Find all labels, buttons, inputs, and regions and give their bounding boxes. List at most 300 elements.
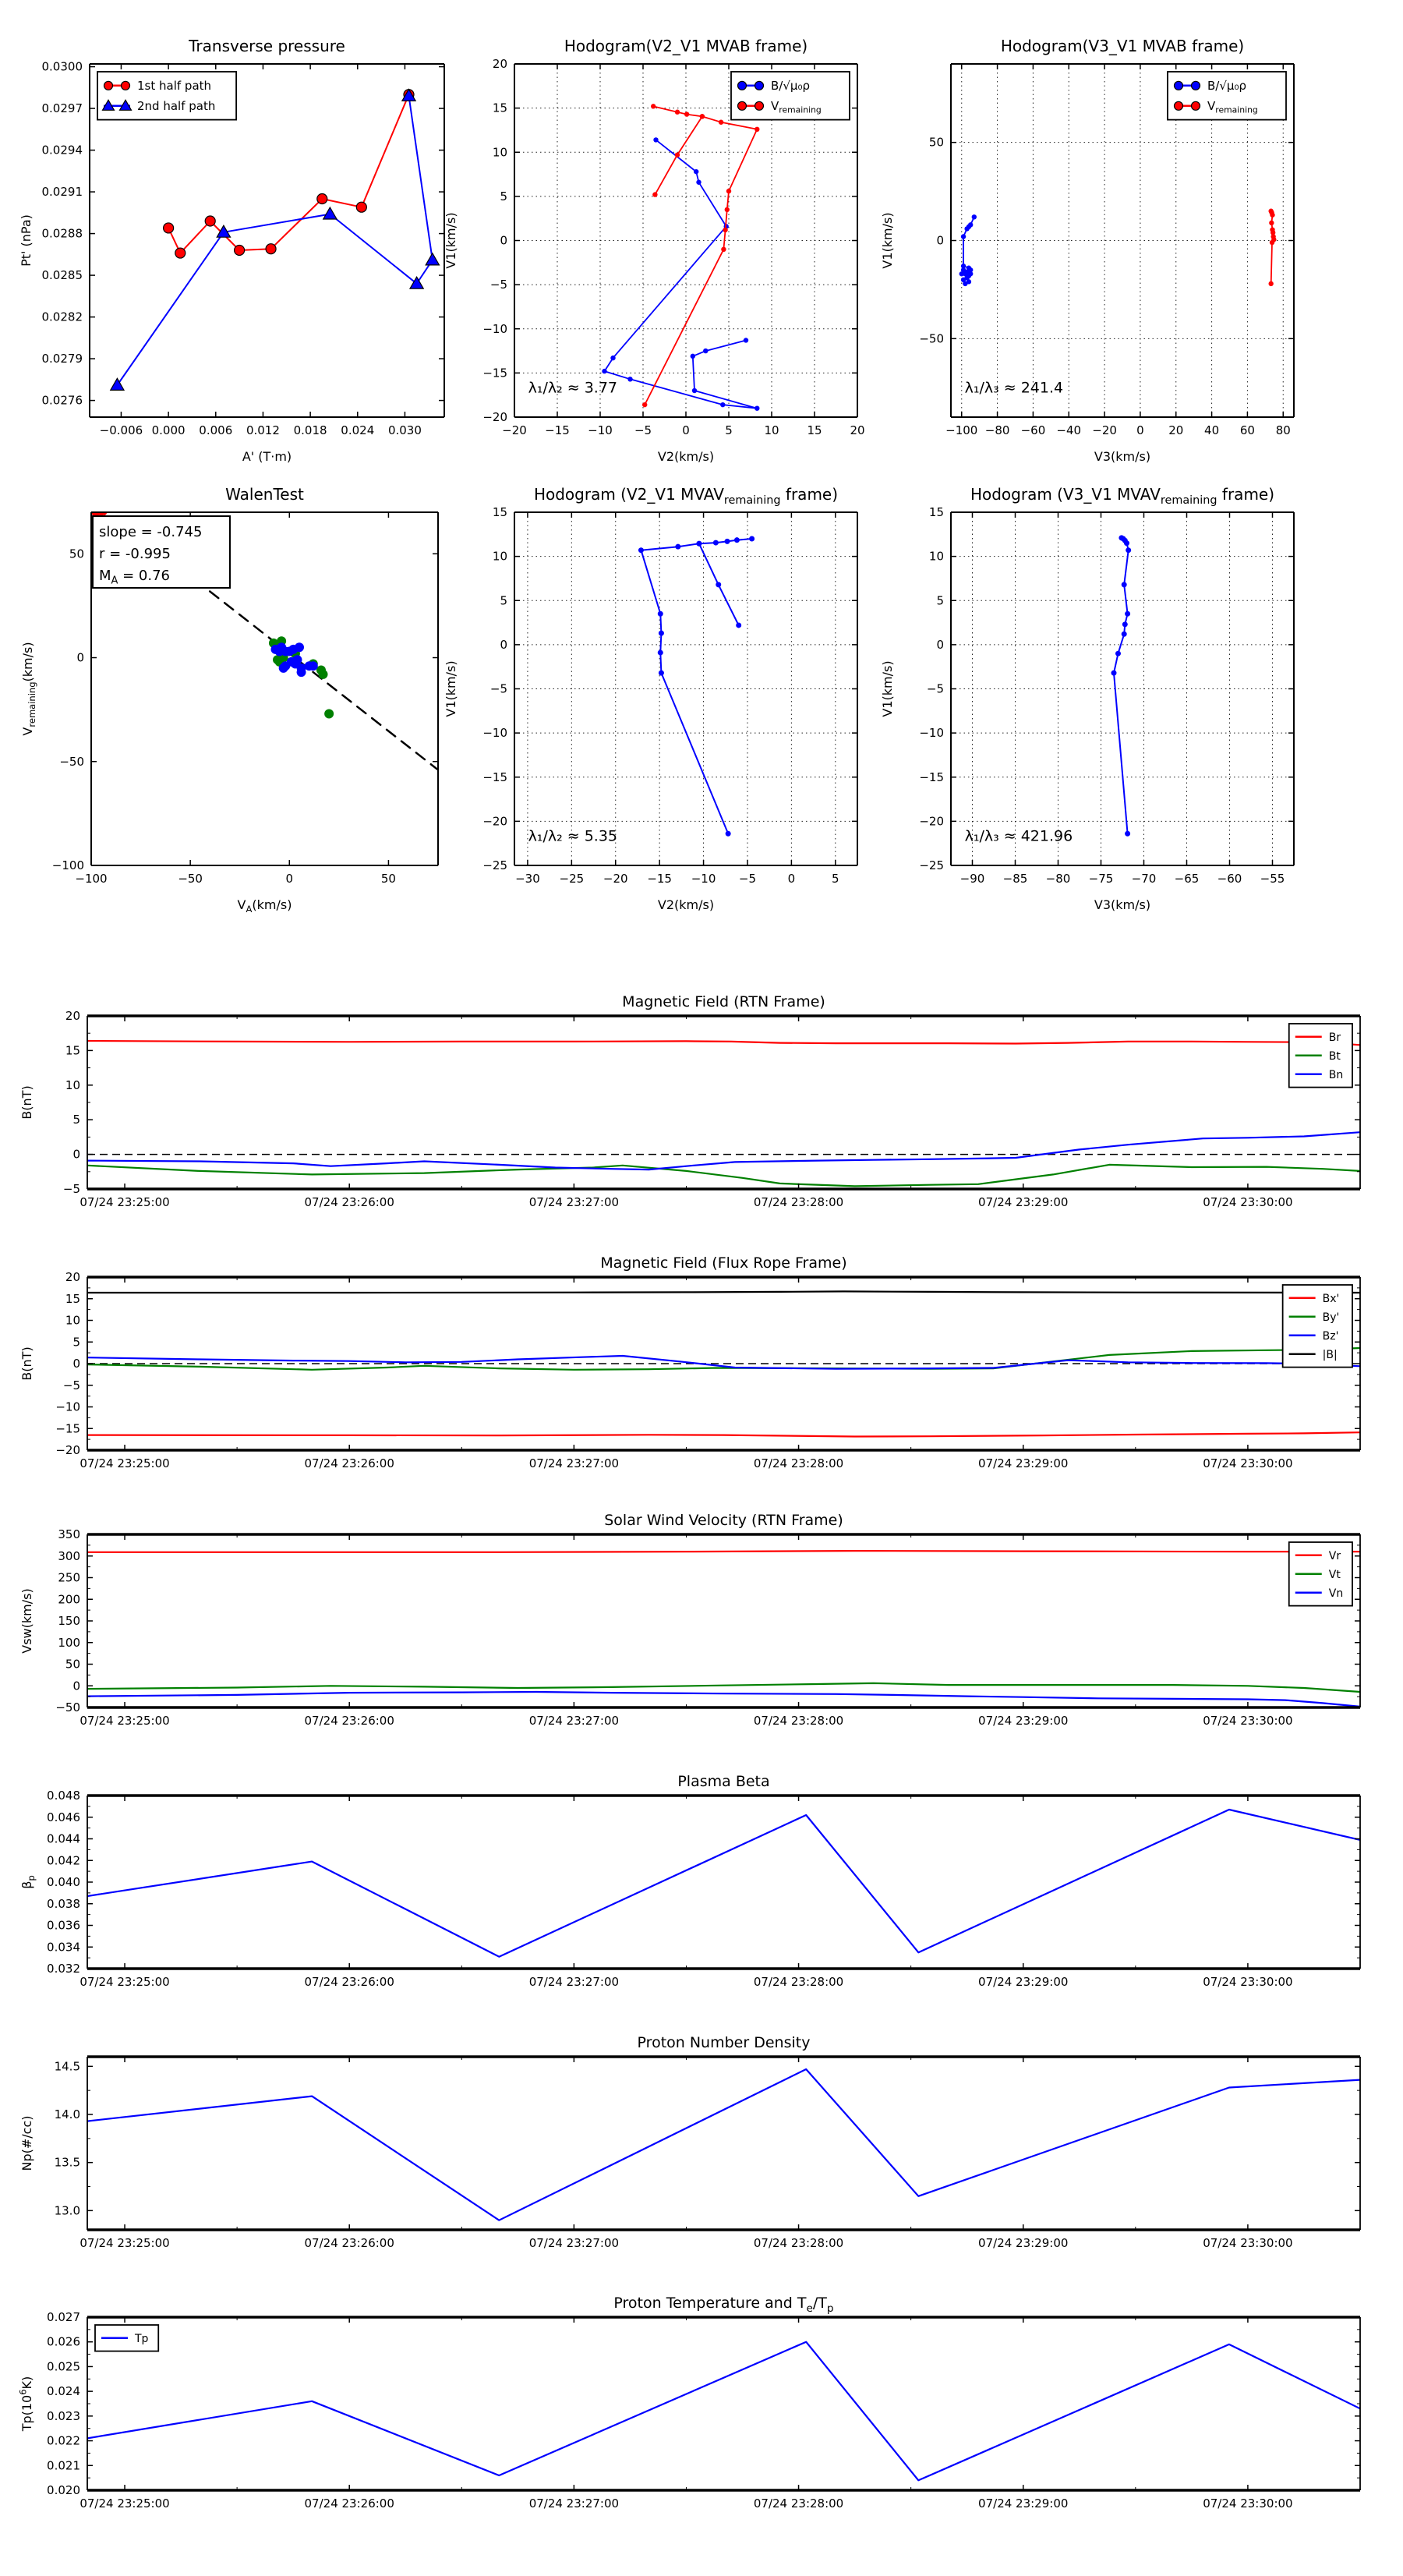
data-point-marker	[658, 611, 663, 617]
y-tick-label: 200	[58, 1592, 80, 1607]
axes-spines	[87, 2317, 1360, 2490]
x-axis-label: A' (T·m)	[242, 449, 292, 464]
y-axis-label: V1(km/s)	[880, 660, 895, 717]
y-tick-label: 15	[492, 101, 507, 115]
y-tick-label: 10	[928, 549, 944, 564]
data-point-marker	[319, 670, 328, 679]
x-tick-label: 07/24 23:26:00	[304, 1195, 394, 1209]
y-tick-label: 0.042	[47, 1853, 80, 1868]
data-point-marker	[309, 661, 318, 671]
data-point-marker	[720, 402, 725, 407]
y-tick-label: −10	[919, 726, 944, 741]
data-point-marker	[1269, 221, 1274, 225]
legend-label: 1st half path	[137, 78, 212, 93]
x-tick-label: 07/24 23:27:00	[528, 1195, 620, 1209]
legend	[731, 72, 850, 120]
x-tick-label: −60	[1217, 872, 1242, 886]
y-axis-label: B(nT)	[19, 1085, 34, 1120]
data-point-marker	[279, 663, 288, 673]
y-tick-label: −10	[482, 726, 507, 741]
y-tick-label: 0.034	[47, 1940, 80, 1955]
x-tick-label: 0	[1136, 423, 1144, 437]
x-tick-label: 07/24 23:27:00	[528, 1456, 620, 1470]
y-axis-label: Vsw(km/s)	[19, 1588, 34, 1654]
x-tick-label: 07/24 23:26:00	[304, 2496, 394, 2511]
data-point-marker	[627, 377, 632, 381]
y-tick-label: −5	[62, 1378, 80, 1392]
legend-label: Vr	[1328, 1549, 1341, 1562]
legend-label: $V_{remaining}$	[1207, 98, 1258, 115]
panel-p6	[880, 485, 1294, 912]
chart-title: Hodogram (V2_V1 $MVAV_{remaining}$ frame)	[533, 485, 839, 507]
data-point-marker	[1122, 632, 1127, 637]
y-tick-label: 0.036	[47, 1918, 80, 1933]
x-tick-label: −55	[1260, 872, 1285, 886]
series-Vn	[87, 1692, 1360, 1707]
y-tick-label: 50	[69, 547, 84, 561]
panel-p5	[444, 485, 857, 912]
data-point-marker	[719, 120, 723, 125]
y-tick-label: 0.0294	[41, 143, 83, 157]
data-point-marker	[266, 244, 276, 254]
data-point-marker	[1175, 81, 1183, 90]
y-tick-label: −20	[55, 1443, 80, 1457]
axes-spines	[87, 1534, 1360, 1707]
data-point-marker	[736, 622, 741, 628]
legend-label: Tp	[135, 2332, 149, 2345]
series-plasma-beta	[87, 1810, 1360, 1957]
x-tick-label: −20	[1092, 423, 1117, 437]
legend-label: Bn	[1328, 1068, 1344, 1081]
data-point-marker	[295, 642, 304, 652]
axes-spines	[87, 2057, 1360, 2230]
y-tick-label: −100	[51, 858, 84, 872]
data-point-marker	[967, 279, 971, 284]
x-tick-label: 07/24 23:30:00	[1203, 1195, 1293, 1209]
data-point-marker	[602, 369, 606, 373]
annotation: λ₁/λ₂ ≈ 3.77	[528, 379, 618, 397]
x-tick-label: −90	[959, 872, 985, 886]
y-tick-label: 0.0276	[41, 393, 83, 408]
data-point-marker	[1122, 582, 1127, 587]
data-point-marker	[642, 402, 647, 407]
y-tick-label: 0.0300	[41, 59, 83, 74]
y-tick-label: 13.0	[54, 2203, 80, 2218]
data-point-marker	[1175, 101, 1183, 110]
data-point-marker	[755, 101, 764, 110]
y-tick-label: 20	[492, 57, 507, 71]
y-tick-label: 0.0291	[41, 185, 83, 200]
y-tick-label: 0.025	[47, 2359, 80, 2374]
series-B-magnitude	[87, 1291, 1360, 1293]
data-point-marker	[1122, 621, 1128, 627]
x-tick-label: 07/24 23:29:00	[978, 2236, 1069, 2250]
y-tick-label: 150	[58, 1614, 80, 1628]
x-axis-label: V3(km/s)	[1094, 449, 1151, 464]
y-tick-label: −50	[55, 1700, 80, 1714]
legend-label: Bt	[1328, 1049, 1341, 1063]
series-Bt	[87, 1165, 1360, 1187]
data-point-marker	[703, 349, 708, 353]
y-tick-label: 100	[58, 1635, 80, 1650]
series-B-hodogram	[602, 137, 759, 411]
y-tick-label: 0.023	[47, 2408, 80, 2423]
x-tick-label: 07/24 23:26:00	[304, 1456, 394, 1470]
data-point-marker	[755, 81, 764, 90]
axes-spines	[87, 1796, 1360, 1969]
data-point-marker	[1270, 213, 1274, 218]
data-point-marker	[675, 152, 680, 157]
y-tick-label: 5	[500, 189, 507, 203]
data-point-marker	[691, 354, 695, 359]
x-tick-label: 07/24 23:26:00	[304, 1975, 394, 1989]
y-axis-label: Pt' (nPa)	[19, 214, 34, 267]
series-V-remaining-branch	[652, 114, 705, 197]
x-tick-label: 07/24 23:30:00	[1203, 2496, 1293, 2511]
panel-ts5	[19, 2034, 1360, 2250]
data-point-marker	[726, 189, 731, 193]
y-tick-label: 0	[76, 650, 84, 665]
x-tick-label: 10	[764, 423, 779, 437]
y-tick-label: 0.048	[47, 1789, 80, 1803]
data-point-marker	[716, 582, 721, 587]
axis-ticks	[87, 2317, 1360, 2490]
data-point-marker	[1192, 101, 1200, 110]
series-line	[87, 1165, 1360, 1187]
legend-label: Vt	[1328, 1568, 1341, 1581]
y-axis-label: $Tp(10^6K)$	[17, 2376, 34, 2432]
x-tick-label: −65	[1174, 872, 1200, 886]
legend	[1283, 1285, 1352, 1368]
x-tick-label: −5	[634, 423, 652, 437]
data-point-marker	[652, 192, 657, 196]
x-tick-label: 0.018	[293, 423, 327, 437]
data-point-marker	[111, 378, 124, 390]
x-tick-label: −60	[1020, 423, 1046, 437]
data-point-marker	[410, 277, 423, 288]
x-tick-label: 20	[1168, 423, 1184, 437]
y-tick-label: 0	[500, 233, 507, 248]
series-proton-temperature	[87, 2342, 1360, 2481]
data-point-marker	[356, 202, 366, 212]
series-line	[87, 1132, 1360, 1169]
legend-label: B/√μ₀ρ	[771, 78, 810, 93]
y-tick-label: −15	[919, 770, 944, 784]
y-tick-label: 10	[492, 549, 507, 564]
data-point-marker	[659, 631, 664, 636]
data-point-marker	[1125, 611, 1130, 617]
x-tick-label: 0.030	[387, 423, 422, 437]
y-tick-label: −20	[482, 410, 507, 424]
y-tick-label: −5	[489, 681, 507, 696]
y-tick-label: 10	[492, 145, 507, 160]
legend-label: |B|	[1322, 1348, 1338, 1361]
y-tick-label: 15	[928, 505, 944, 519]
data-point-marker	[1115, 651, 1121, 656]
axis-ticks	[87, 1796, 1360, 1969]
series-line	[87, 1683, 1360, 1692]
data-point-marker	[684, 111, 689, 116]
legend	[1289, 1542, 1352, 1606]
data-point-marker	[696, 541, 702, 547]
x-tick-label: 07/24 23:25:00	[80, 1456, 170, 1470]
series-V-hodogram	[638, 536, 755, 836]
x-tick-label: −5	[738, 872, 757, 886]
y-tick-label: 14.5	[54, 2059, 80, 2074]
y-tick-label: 14.0	[54, 2107, 80, 2121]
y-tick-label: −50	[919, 331, 944, 346]
legend	[1168, 72, 1286, 120]
y-tick-label: 300	[58, 1548, 80, 1563]
data-point-marker	[675, 110, 680, 115]
series-Vr	[87, 1551, 1360, 1552]
x-tick-label: −10	[588, 423, 613, 437]
x-tick-label: −75	[1088, 872, 1114, 886]
x-tick-label: 07/24 23:25:00	[80, 1714, 170, 1728]
series-line	[87, 1291, 1360, 1293]
y-axis-label: V1(km/s)	[444, 660, 458, 717]
x-tick-label: 07/24 23:29:00	[978, 1456, 1069, 1470]
y-tick-label: 0.026	[47, 2334, 80, 2349]
y-tick-label: −20	[482, 814, 507, 829]
x-tick-label: 07/24 23:25:00	[80, 2496, 170, 2511]
x-tick-label: 50	[380, 872, 396, 886]
grid	[514, 512, 857, 865]
chart-title: Hodogram(V2_V1 MVAB frame)	[564, 37, 808, 55]
legend-label: 2nd half path	[137, 98, 216, 113]
series-2nd-half-path	[111, 89, 440, 390]
y-tick-label: 0.0285	[41, 268, 83, 283]
legend-label: Bx'	[1322, 1292, 1340, 1305]
x-tick-label: 07/24 23:29:00	[978, 1195, 1069, 1209]
stats-line: $M_A = 0.76$	[99, 568, 171, 587]
data-point-marker	[700, 114, 705, 119]
annotation: λ₁/λ₂ ≈ 5.35	[528, 827, 618, 845]
data-point-marker	[292, 655, 302, 664]
y-axis-label: V1(km/s)	[444, 212, 458, 269]
x-tick-label: −10	[691, 872, 716, 886]
x-tick-label: 07/24 23:28:00	[753, 1975, 844, 1989]
y-tick-label: 15	[65, 1291, 80, 1306]
chart-title: WalenTest	[225, 485, 304, 504]
panel-ts6	[17, 2295, 1360, 2511]
legend	[95, 2325, 158, 2351]
legend-label: By'	[1322, 1311, 1340, 1324]
y-tick-label: −5	[489, 278, 507, 292]
data-point-marker	[968, 271, 973, 276]
x-tick-label: −25	[559, 872, 585, 886]
data-point-marker	[734, 537, 740, 543]
series-V-hodogram-branch	[696, 541, 741, 628]
data-point-marker	[744, 338, 748, 342]
x-tick-label: −100	[945, 423, 978, 437]
x-tick-label: 0.024	[341, 423, 375, 437]
chart-title: Solar Wind Velocity (RTN Frame)	[604, 1512, 843, 1529]
data-point-marker	[317, 193, 327, 203]
panel-ts4	[19, 1773, 1360, 1989]
y-tick-label: 0.044	[47, 1831, 80, 1846]
legend	[97, 72, 236, 120]
y-tick-label: 0.027	[47, 2310, 80, 2324]
data-point-marker	[749, 536, 755, 541]
data-point-marker	[659, 671, 664, 676]
y-tick-label: 20	[65, 1009, 80, 1023]
x-tick-label: 40	[1204, 423, 1220, 437]
data-point-marker	[651, 104, 656, 108]
y-axis-label: $\beta_p$	[19, 1875, 37, 1889]
panel-ts2	[19, 1254, 1360, 1470]
series-line	[87, 1041, 1360, 1045]
x-tick-label: 0	[285, 872, 294, 886]
y-tick-label: 0	[72, 1147, 80, 1162]
series-Vt	[87, 1683, 1360, 1692]
y-tick-label: 15	[65, 1043, 80, 1058]
y-tick-label: 5	[500, 593, 507, 608]
x-axis-label: V2(km/s)	[657, 449, 715, 464]
y-tick-label: 250	[58, 1570, 80, 1585]
data-point-marker	[235, 245, 245, 255]
series-V-remaining	[1268, 209, 1276, 287]
chart-title: Proton Temperature and $T_e/T_p$	[613, 2295, 834, 2315]
y-tick-label: −25	[919, 858, 944, 872]
x-tick-label: 07/24 23:28:00	[753, 2496, 844, 2511]
panel-ts3	[19, 1512, 1360, 1728]
x-tick-label: 07/24 23:26:00	[304, 2236, 394, 2250]
data-point-marker	[638, 547, 644, 553]
y-tick-label: 20	[65, 1270, 80, 1284]
x-tick-label: −20	[603, 872, 628, 886]
series-Br	[87, 1041, 1360, 1045]
y-tick-label: 5	[72, 1113, 80, 1127]
y-axis-label: Np(#/cc)	[19, 2115, 34, 2171]
data-point-marker	[1268, 281, 1273, 286]
y-tick-label: 0.024	[47, 2384, 80, 2399]
data-point-marker	[205, 216, 215, 226]
y-axis-label: $V_{remaining}(km/s)$	[20, 642, 37, 736]
annotation: λ₁/λ₃ ≈ 421.96	[964, 827, 1073, 845]
x-tick-label: 07/24 23:28:00	[753, 1714, 844, 1728]
y-tick-label: 0.021	[47, 2458, 80, 2473]
x-tick-label: −40	[1056, 423, 1082, 437]
y-tick-label: −20	[919, 814, 944, 829]
y-tick-label: 0.040	[47, 1875, 80, 1889]
x-tick-label: 07/24 23:29:00	[978, 2496, 1069, 2511]
axis-ticks	[87, 1534, 1360, 1707]
data-point-marker	[1270, 240, 1274, 245]
data-point-marker	[961, 234, 966, 239]
data-point-marker	[164, 223, 174, 233]
data-point-marker	[713, 540, 719, 546]
y-tick-label: 0.0279	[41, 352, 83, 366]
y-tick-label: 350	[58, 1527, 80, 1541]
x-tick-label: 07/24 23:27:00	[528, 2236, 620, 2250]
x-axis-label: V2(km/s)	[657, 897, 715, 912]
y-tick-label: −10	[482, 321, 507, 336]
data-point-marker	[104, 81, 113, 90]
x-tick-label: 0	[787, 872, 796, 886]
data-point-marker	[175, 248, 186, 258]
legend-label: Vn	[1328, 1587, 1344, 1600]
y-tick-label: −10	[55, 1399, 80, 1414]
data-point-marker	[755, 405, 759, 410]
x-tick-label: 0.012	[246, 423, 280, 437]
y-tick-label: 0	[500, 637, 507, 652]
x-tick-label: 0	[682, 423, 690, 437]
data-point-marker	[692, 388, 697, 393]
x-tick-label: 07/24 23:26:00	[304, 1714, 394, 1728]
y-tick-label: 10	[65, 1313, 80, 1328]
y-tick-label: 5	[936, 593, 944, 608]
x-tick-label: 07/24 23:25:00	[80, 2236, 170, 2250]
series-B-hodogram	[959, 214, 977, 286]
x-tick-label: 07/24 23:28:00	[753, 1195, 844, 1209]
series-V-hodogram	[1111, 535, 1132, 836]
data-point-marker	[675, 544, 680, 550]
grid	[951, 512, 1294, 865]
x-tick-label: 07/24 23:27:00	[528, 1975, 620, 1989]
data-point-marker	[122, 81, 130, 90]
data-point-marker	[1111, 671, 1117, 676]
axis-ticks	[87, 2057, 1360, 2230]
y-tick-label: −5	[926, 681, 944, 696]
data-point-marker	[725, 207, 730, 212]
y-tick-label: −15	[55, 1421, 80, 1436]
x-tick-label: −80	[1045, 872, 1071, 886]
stats-line: r = -0.995	[99, 546, 171, 562]
data-point-marker	[723, 228, 727, 232]
data-point-marker	[721, 247, 726, 252]
data-point-marker	[972, 214, 977, 219]
y-tick-label: 0	[72, 1357, 80, 1371]
x-axis-label: $V_A(km/s)$	[237, 897, 292, 915]
y-tick-label: 0	[936, 637, 944, 652]
data-point-marker	[323, 207, 337, 219]
panel-p3	[880, 37, 1294, 464]
chart-title: Proton Number Density	[637, 2034, 811, 2051]
y-tick-label: 13.5	[54, 2155, 80, 2170]
x-tick-label: 07/24 23:27:00	[528, 1714, 620, 1728]
panel-p1	[19, 37, 444, 464]
legend-label: B/√μ₀ρ	[1207, 78, 1246, 93]
y-tick-label: 10	[65, 1077, 80, 1092]
y-tick-label: −25	[482, 858, 507, 872]
y-tick-label: 0.020	[47, 2483, 80, 2497]
y-tick-label: −15	[482, 366, 507, 380]
data-point-marker	[964, 226, 969, 231]
y-tick-label: 0.0288	[41, 226, 83, 241]
x-tick-label: −15	[545, 423, 570, 437]
x-tick-label: −100	[75, 872, 108, 886]
y-tick-label: 50	[928, 135, 944, 150]
legend	[1289, 1024, 1352, 1088]
series-proton-density	[87, 2069, 1360, 2220]
data-point-marker	[694, 169, 698, 174]
x-tick-label: −85	[1002, 872, 1028, 886]
y-tick-label: 15	[492, 505, 507, 519]
series-line	[87, 1810, 1360, 1957]
y-tick-label: 50	[65, 1657, 80, 1672]
x-tick-label: 80	[1275, 423, 1291, 437]
panel-p4	[20, 485, 438, 915]
y-tick-label: −50	[59, 754, 84, 769]
chart-title: Transverse pressure	[189, 37, 345, 55]
x-tick-label: 60	[1239, 423, 1255, 437]
stats-line: slope = -0.745	[99, 524, 203, 540]
series-Bx-prime	[87, 1432, 1360, 1436]
x-tick-label: 07/24 23:30:00	[1203, 1714, 1293, 1728]
y-tick-label: 0.022	[47, 2433, 80, 2448]
x-tick-label: −70	[1131, 872, 1157, 886]
